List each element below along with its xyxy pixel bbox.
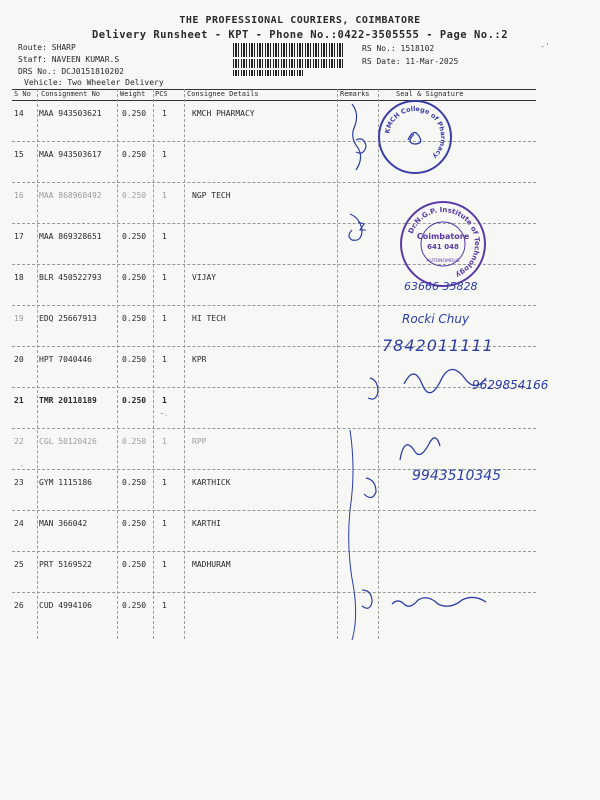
row-sno: 21 [14, 396, 24, 405]
row-divider [12, 510, 536, 512]
table-top-border [12, 89, 536, 90]
col-divider [37, 89, 38, 639]
vehicle-label: Vehicle: Two Wheeler Delivery [24, 78, 164, 87]
runsheet-table [12, 89, 536, 639]
kmch-stamp-ring [380, 102, 450, 172]
handwritten-note-3: 7842011111 [382, 336, 494, 355]
col-divider [337, 89, 338, 639]
row-consignee: NGP TECH [192, 191, 231, 200]
row-pcs: 1 [162, 191, 167, 200]
stray-mark: , [20, 460, 25, 468]
table-row [12, 551, 536, 592]
row-sno: 14 [14, 109, 24, 118]
row-consignment: MAA 943503621 [39, 109, 102, 118]
row-pcs: 1 [162, 396, 167, 405]
row-pcs: 1 [162, 560, 167, 569]
row-weight: 0.250 [122, 560, 147, 569]
header-bottom-border [12, 100, 536, 101]
handwritten-note-1: 63666 35828 [404, 280, 478, 293]
row-divider [12, 387, 536, 389]
row-pcs: 1 [162, 601, 167, 610]
row-weight: 0.250 [122, 396, 147, 405]
row-sno: 26 [14, 601, 24, 610]
row-pcs: 1 [162, 232, 167, 241]
row-pcs: 1 [162, 355, 167, 364]
row-consignee: KARTHICK [192, 478, 231, 487]
drs-label: DRS No.: DCJ0151810202 [18, 67, 124, 76]
table-row [12, 100, 536, 141]
col-divider [378, 89, 379, 639]
row-sno: 23 [14, 478, 24, 487]
table-row [12, 592, 536, 633]
row-consignee: RPP [192, 437, 207, 446]
row-weight: 0.250 [122, 314, 147, 323]
row-consignment: BLR 450522793 [39, 273, 102, 282]
row-consignment: EDQ 25667913 [39, 314, 97, 323]
row-divider [12, 141, 536, 143]
col-divider [117, 89, 118, 639]
runsheet-title: THE PROFESSIONAL COURIERS, COIMBATORE [179, 15, 421, 26]
ngp-stamp-city: Coimbatore [416, 232, 470, 241]
row-consignee: KMCH PHARMACY [192, 109, 255, 118]
col-header-remarks: Remarks [340, 90, 370, 98]
row-weight: 0.250 [122, 519, 147, 528]
table-row [12, 510, 536, 551]
handwritten-note-5: 9943510345 [412, 468, 502, 484]
kmch-stamp [378, 100, 452, 174]
row-divider [12, 592, 536, 594]
col-divider [153, 89, 154, 639]
row-consignee: HI TECH [192, 314, 226, 323]
row-sno: 18 [14, 273, 24, 282]
row-consignment: TMR 20118189 [39, 396, 97, 405]
barcode-1 [233, 43, 343, 57]
row-divider [12, 182, 536, 184]
row-consignment: CUD 4994106 [39, 601, 92, 610]
row-consignee: VIJAY [192, 273, 217, 282]
barcode-3 [233, 70, 303, 76]
row-consignment: MAA 868960492 [39, 191, 102, 200]
row-pcs: 1 [162, 314, 167, 323]
row-sno: 19 [14, 314, 24, 323]
row-sno: 22 [14, 437, 24, 446]
row-weight: 0.250 [122, 150, 147, 159]
rs-no-label: RS No.: 1518102 [362, 44, 435, 53]
row-sno: 17 [14, 232, 24, 241]
row-consignment: HPT 7040446 [39, 355, 92, 364]
row-sno: 25 [14, 560, 24, 569]
table-row [12, 428, 536, 469]
row-consignment: PRT 5169522 [39, 560, 92, 569]
row-weight: 0.250 [122, 191, 147, 200]
row-consignment: CGL 50120426 [39, 437, 97, 446]
row-sno: 15 [14, 150, 24, 159]
col-header-sno: S No [14, 90, 31, 98]
row-consignment: MAA 943503617 [39, 150, 102, 159]
row-weight: 0.250 [122, 355, 147, 364]
kmch-stamp-text: KMCH College of Pharmacy [383, 104, 448, 161]
row-pcs: 1 [162, 150, 167, 159]
row-weight: 0.250 [122, 437, 147, 446]
ngp-stamp-pin: 641 048 [427, 243, 459, 251]
row-sno: 24 [14, 519, 24, 528]
route-label: Route: SHARP [18, 43, 76, 52]
row-divider [12, 428, 536, 430]
row-consignee: MADHURAM [192, 560, 231, 569]
col-header-weight: Weight [120, 90, 146, 98]
barcode-2 [233, 59, 343, 68]
ngp-stamp [400, 201, 486, 287]
col-header-pcs: PCS [155, 90, 168, 98]
row-pcs: 1 [162, 478, 167, 487]
row-consignment: GYM 1115186 [39, 478, 92, 487]
row-pcs: 1 [162, 437, 167, 446]
row-weight: 0.250 [122, 273, 147, 282]
col-divider [184, 89, 185, 639]
row-divider [12, 551, 536, 553]
col-header-seal: Seal & Signature [396, 90, 464, 98]
stray-mark: ~. [160, 410, 169, 418]
row-sno: 20 [14, 355, 24, 364]
row-sno: 16 [14, 191, 24, 200]
ngp-stamp-name: Dr.N.G.P. Institute of Technology [406, 205, 482, 280]
staff-label: Staff: NAVEEN KUMAR.S [18, 55, 120, 64]
row-consignment: MAN 366042 [39, 519, 88, 528]
row-pcs: 1 [162, 519, 167, 528]
row-weight: 0.250 [122, 478, 147, 487]
row-consignee: KPR [192, 355, 207, 364]
row-consignment: MAA 869328651 [39, 232, 102, 241]
col-header-consignment: Consignment No [41, 90, 101, 98]
table-row [12, 387, 536, 428]
row-pcs: 1 [162, 273, 167, 282]
handwritten-note-2: Rocki Chuy [402, 312, 470, 326]
handwritten-note-4: 9629854166 [472, 378, 549, 392]
row-divider [12, 305, 536, 307]
row-pcs: 1 [162, 109, 167, 118]
rs-date-label: RS Date: 11-Mar-2025 [362, 57, 459, 66]
table-row [12, 141, 536, 182]
row-weight: 0.250 [122, 109, 147, 118]
stray-mark: -' [540, 42, 550, 51]
row-consignee: KARTHI [192, 519, 221, 528]
runsheet-subtitle: Delivery Runsheet - KPT - Phone No.:0422-3505555 - Page No.:2 [91, 29, 509, 41]
row-weight: 0.250 [122, 601, 147, 610]
col-header-consignee: Consignee Details [187, 90, 259, 98]
row-weight: 0.250 [122, 232, 147, 241]
ngp-stamp-sub: AUTONOMOUS [426, 259, 460, 264]
